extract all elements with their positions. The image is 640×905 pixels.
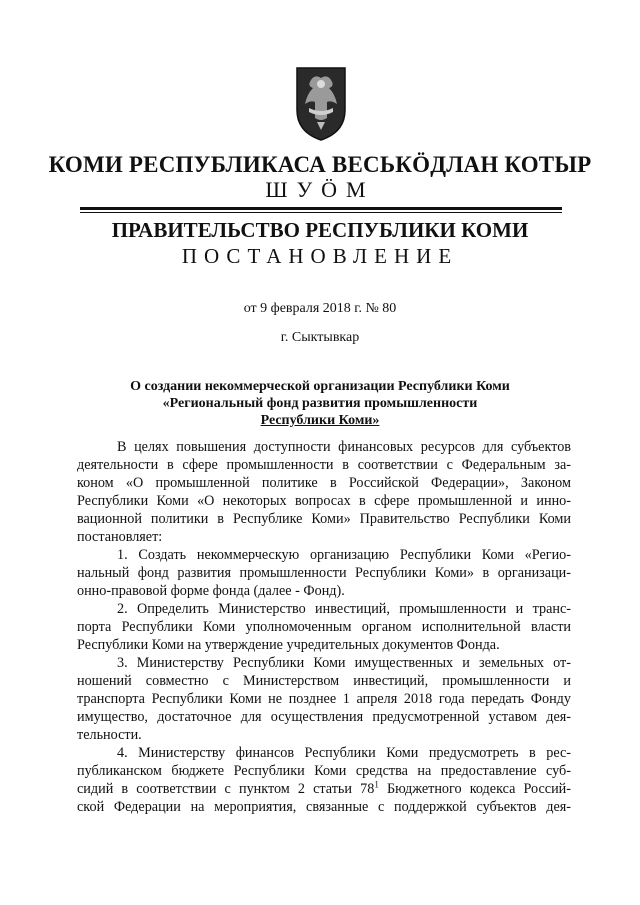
body-line: ской Федерации на мероприятия, связанные с поддержкой субъектов дея-	[77, 799, 571, 815]
subject-line: «Региональный фонд развития промышленности	[162, 396, 478, 411]
body-line: вационной политики в Республике Коми» Правительство Республики Коми	[77, 511, 571, 527]
body-line: деятельности в сфере промышленности в соответствии с Федеральным за-	[77, 457, 571, 473]
body-text: сидий в соответствии с пунктом 2 статьи 78	[77, 781, 375, 797]
komi-government-name: КОМИ РЕСПУБЛИКАСА ВЕСЬКӦДЛАН КОТЫР	[48, 152, 592, 177]
document-type: ПОСТАНОВЛЕНИЕ	[181, 244, 459, 268]
document-subject	[100, 378, 540, 429]
document-date: от 9 февраля 2018 г. № 80	[243, 301, 397, 316]
body-line: 1. Создать некоммерческую организацию Республики Коми «Регио-	[117, 547, 571, 563]
header-divider-thin	[80, 212, 562, 213]
body-line: тельности.	[77, 727, 142, 743]
body-line: Республики Коми на утверждение учредительных документов Фонда.	[77, 637, 500, 653]
body-line: публиканском бюджете Республики Коми средства на предоставление суб-	[77, 763, 571, 779]
komi-document-type: ШУӦМ	[265, 177, 375, 202]
body-line: 3. Министерству Республики Коми имущественных и земельных от-	[117, 655, 571, 671]
header-divider-thick	[80, 207, 562, 210]
body-line: ношений совместно с Министерством инвестиций, промышленности и	[77, 673, 571, 689]
body-line: порта Республики Коми уполномоченным органом исполнительной власти	[77, 619, 571, 635]
article-superscript: 1	[374, 779, 379, 790]
body-line: Республики Коми «О некоторых вопросах в сфере промышленной и инно-	[77, 493, 571, 509]
body-text: Бюджетного кодекса Россий-	[378, 781, 571, 797]
document-city: г. Сыктывкар	[280, 330, 360, 345]
body-line: 4. Министерству финансов Республики Коми предусмотреть в рес-	[117, 745, 571, 761]
body-line: 2. Определить Министерство инвестиций, промышленности и транс-	[117, 601, 571, 617]
body-line: В целях повышения доступности финансовых ресурсов для субъектов	[117, 439, 571, 455]
document-body	[77, 438, 571, 816]
subject-line: О создании некоммерческой организации Республики Коми	[130, 379, 510, 394]
body-line-with-superscript	[77, 780, 571, 798]
body-line: коном «О промышленной политике в Российской Федерации», Законом	[77, 475, 571, 491]
subject-line: Республики Коми»	[260, 413, 380, 428]
body-line: нальный фонд развития промышленности Республики Коми» в организаци-	[77, 565, 571, 581]
komi-coat-of-arms-icon	[293, 60, 349, 142]
body-line: транспорта Республики Коми не позднее 1 апреля 2018 года передать Фонду	[77, 691, 571, 707]
government-name: ПРАВИТЕЛЬСТВО РЕСПУБЛИКИ КОМИ	[111, 218, 529, 242]
body-line: постановляет:	[77, 529, 163, 545]
body-line: онно-правовой форме фонда (далее - Фонд).	[77, 583, 345, 599]
body-line: имущество, достаточное для осуществления предусмотренной уставом дея-	[77, 709, 571, 725]
